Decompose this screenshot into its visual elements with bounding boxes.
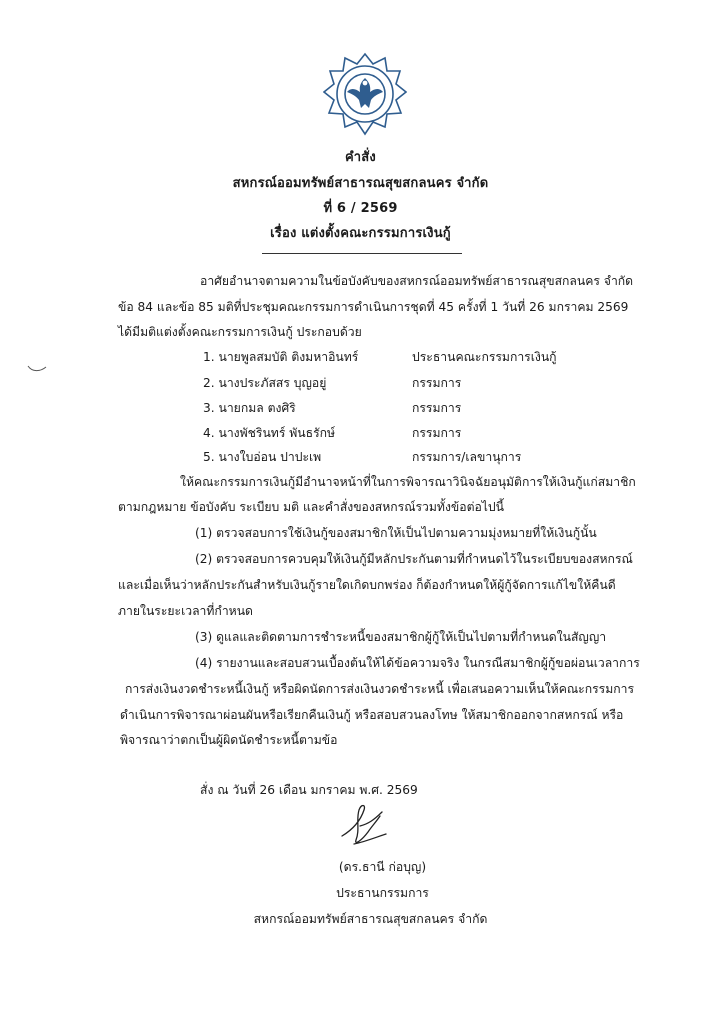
duty-item-4-line-1: (4) รายงานและสอบสวนเบื้องต้นให้ได้ข้อความจริง ในกรณีสมาชิกผู้กู้ขอผ่อนเวลาการ xyxy=(195,656,640,670)
order-number: ที่ 6 / 2569 xyxy=(323,201,398,216)
member-role: กรรมการ xyxy=(412,426,462,440)
duty-item-2-line-3: ภายในระยะเวลาที่กำหนด xyxy=(118,604,253,618)
scan-mark xyxy=(26,364,48,374)
duty-item-3: (3) ดูแลและติดตามการชำระหนี้ของสมาชิกผู้กู้ให้เป็นไปตามที่กำหนดในสัญญา xyxy=(195,630,607,644)
duty-item-2-line-2: และเมื่อเห็นว่าหลักประกันสำหรับเงินกู้รายใดเกิดบกพร่อง ก็ต้องกำหนดให้ผู้กู้จัดการแก้ไขให้คืนดี xyxy=(118,578,616,592)
document-title: คำสั่ง xyxy=(345,150,376,165)
member-name: 3. นายกมล ตงศิริ xyxy=(203,401,296,415)
member-role: กรรมการ/เลขานุการ xyxy=(412,450,522,464)
signer-name: (ดร.ธานี ก่อบุญ) xyxy=(338,860,427,874)
signer-title: ประธานกรรมการ xyxy=(336,886,429,900)
duties-intro-1: ให้คณะกรรมการเงินกู้มีอำนาจหน้าที่ในการพิจารณาวินิจฉัยอนุมัติการให้เงินกู้แก่สมาชิก xyxy=(180,475,636,489)
duty-item-1: (1) ตรวจสอบการใช้เงินกู้ของสมาชิกให้เป็นไปตามความมุ่งหมายที่ให้เงินกู้นั้น xyxy=(195,526,597,540)
header-divider xyxy=(262,253,462,254)
member-name: 2. นางประภัสสร บุญอยู่ xyxy=(203,376,327,390)
organization-name: สหกรณ์ออมทรัพย์สาธารณสุขสกลนคร จำกัด xyxy=(232,176,489,191)
order-subject: เรื่อง แต่งตั้งคณะกรรมการเงินกู้ xyxy=(270,226,451,241)
order-date: สั่ง ณ วันที่ 26 เดือน มกราคม พ.ศ. 2569 xyxy=(200,783,418,797)
duty-item-4-line-3: ดำเนินการพิจารณาผ่อนผันหรือเรียกคืนเงินกู้ หรือสอบสวนลงโทษ ให้สมาชิกออกจากสหกรณ์ หรือ xyxy=(120,708,624,722)
duty-item-4-line-4: พิจารณาว่าตกเป็นผู้ผิดนัดชำระหนี้ตามข้อ xyxy=(120,733,338,747)
duty-item-4-line-2: การส่งเงินงวดชำระหนี้เงินกู้ หรือผิดนัดการส่งเงินงวดชำระหนี้ เพื่อเสนอความเห็นให้คณะกรรมการ xyxy=(125,682,634,696)
intro-line-2: ข้อ 84 และข้อ 85 มติที่ประชุมคณะกรรมการดำเนินการชุดที่ 45 ครั้งที่ 1 วันที่ 26 มกราคม 2569 xyxy=(118,300,629,314)
duties-intro-2: ตามกฎหมาย ข้อบังคับ ระเบียบ มติ และคำสั่งของสหกรณ์รวมทั้งข้อต่อไปนี้ xyxy=(118,500,505,514)
member-role: กรรมการ xyxy=(412,376,462,390)
duty-item-2-line-1: (2) ตรวจสอบการควบคุมให้เงินกู้มีหลักประกันตามที่กำหนดไว้ในระเบียบของสหกรณ์ xyxy=(195,552,633,566)
signature xyxy=(334,796,394,852)
member-role: กรรมการ xyxy=(412,401,462,415)
signer-organization: สหกรณ์ออมทรัพย์สาธารณสุขสกลนคร จำกัด xyxy=(253,912,488,926)
intro-line-1: อาศัยอำนาจตามความในข้อบังคับของสหกรณ์ออมทรัพย์สาธารณสุขสกลนคร จำกัด xyxy=(200,274,634,288)
garuda-emblem-icon xyxy=(323,52,407,136)
intro-line-3: ได้มีมติแต่งตั้งคณะกรรมการเงินกู้ ประกอบด้วย xyxy=(118,325,362,339)
member-name: 5. นางใบอ่อน ปาปะเพ xyxy=(203,450,322,464)
member-role: ประธานคณะกรรมการเงินกู้ xyxy=(412,350,557,364)
member-name: 4. นางพัชรินทร์ พันธรักษ์ xyxy=(203,426,336,440)
member-name: 1. นายพูลสมบัติ ติงมหาอินทร์ xyxy=(203,350,359,364)
